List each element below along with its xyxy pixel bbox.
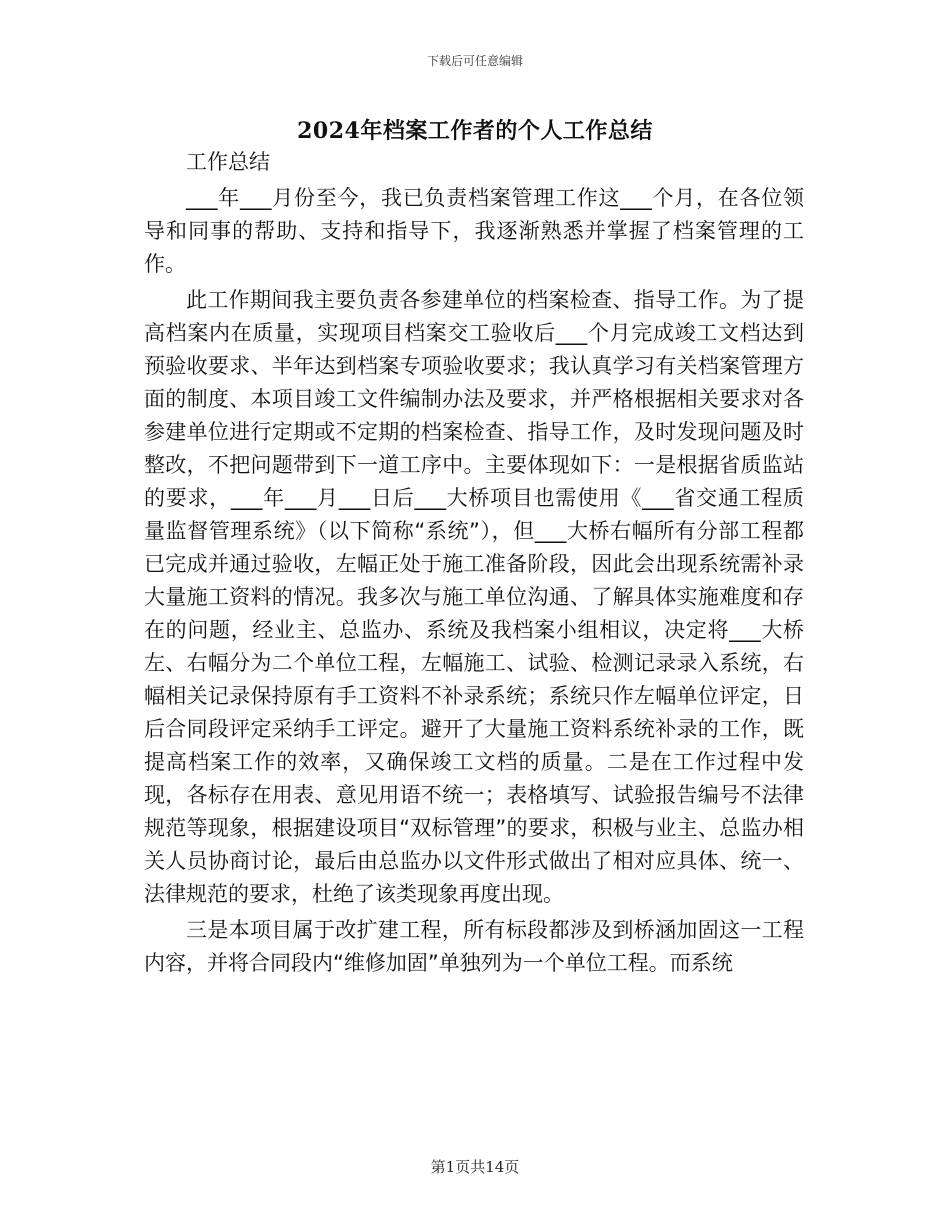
paragraph-intro: ___年___月份至今，我已负责档案管理工作这___个月，在各位领导和同事的帮助、支持和指导下，我逐渐熟悉并掌握了档案管理的工作。 xyxy=(144,186,804,276)
document-title: 2024年档案工作者的个人工作总结 xyxy=(297,118,653,144)
paragraph-work-details: 此工作期间我主要负责各参建单位的档案检查、指导工作。为了提高档案内在质量，实现项目档案交工验收后___个月完成竣工文档达到预验收要求、半年达到档案专项验收要求；我认真学习有关档案管理方面的制度、本项目竣工文件编制办法及要求，并严格根据相关要求对各参建单位进行定期或不定期的档案检查、指导工作，及时发现问题及时整改，不把问题带到下一道工序中。主要体现如下：一是根据省质监站的要求，___年___月___日后___大桥项目也需使用《___省交通工程质量监督管理系统》（以下简称“系统”），但___大桥右幅所有分部工程都已完成并通过验收，左幅正处于施工准备阶段，因此会出现系统需补录大量施工资料的情况。我多次与施工单位沟通、了解具体实施难度和存在的问题，经业主、总监办、系统及我档案小组相议，决定将___大桥左、右幅分为二个单位工程，左幅施工、试验、检测记录录入系统，右幅相关记录保持原有手工资料不补录系统；系统只作左幅单位评定，日后合同段评定采纳手工评定。避开了大量施工资料系统补录的工作，既提高档案工作的效率，又确保竣工文档的质量。二是在工作过程中发现，各标存在用表、意见用语不统一；表格填写、试验报告编号不法律规范等现象，根据建设项目“双标管理”的要求，积极与业主、总监办相关人员协商讨论，最后由总监办以文件形式做出了相对应具体、统一、法律规范的要求，杜绝了该类现象再度出现。 xyxy=(144,288,804,906)
document-body xyxy=(144,146,804,980)
page-number: 第1页共14页 xyxy=(430,1158,520,1176)
paragraph-third-point: 三是本项目属于改扩建工程，所有标段都涉及到桥涵加固这一工程内容，并将合同段内“维修加固”单独列为一个单位工程。而系统 xyxy=(144,918,804,975)
section-heading: 工作总结 xyxy=(186,150,270,174)
download-edit-note: 下载后可任意编辑 xyxy=(426,54,523,68)
